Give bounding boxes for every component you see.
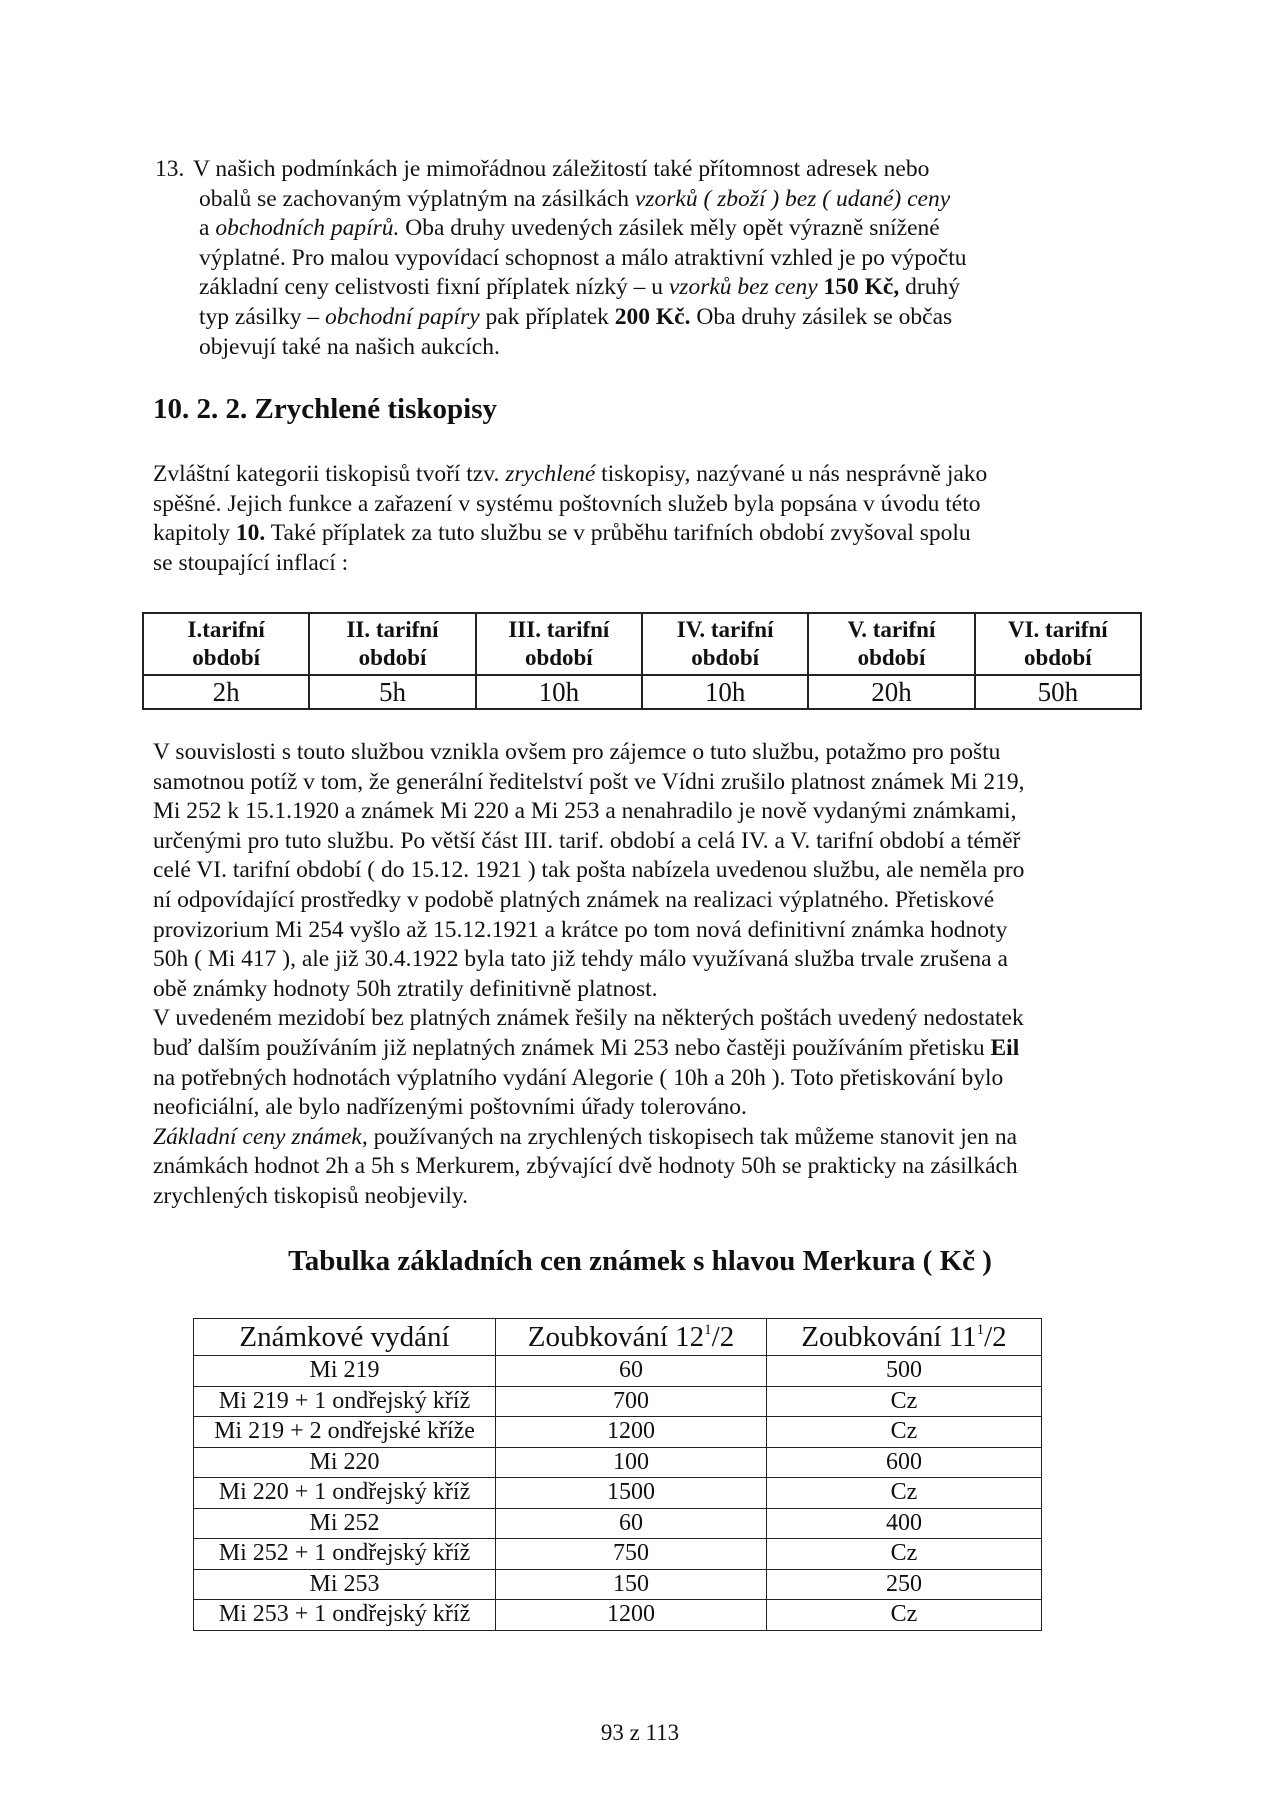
table-cell: 60	[496, 1508, 767, 1539]
price-table-header-row	[194, 1319, 1042, 1356]
table-row	[194, 1386, 1042, 1417]
section-heading: 10. 2. 2. Zrychlené tiskopisy	[153, 393, 497, 425]
text-line	[155, 303, 1075, 333]
tariff-value-cell: 50h	[975, 675, 1141, 709]
text-run: vzorků bez ceny	[668, 274, 818, 301]
table-cell: Mi 219 + 1 ondřejský kříž	[194, 1386, 496, 1417]
table-cell: Cz	[767, 1600, 1042, 1631]
price-table-header: Známkové vydání	[194, 1319, 496, 1356]
text-line	[153, 856, 1133, 886]
table-cell: Mi 220	[194, 1447, 496, 1478]
text-run: známkách hodnot 2h a 5h s Merkurem, zbývající dvě hodnoty 50h se prakticky na zásilkách	[153, 1153, 1018, 1180]
text-run: Eil	[990, 1034, 1020, 1061]
text-run: Také příplatek za tuto službu se v průběhu tarifních období zvyšoval spolu	[265, 520, 971, 547]
text-line	[153, 1152, 1133, 1182]
table-row	[194, 1600, 1042, 1631]
text-line	[153, 797, 1133, 827]
text-run: výplatné. Pro malou vypovídací schopnost a málo atraktivní vzhled je po výpočtu	[199, 244, 967, 271]
text-line	[155, 333, 1075, 363]
tariff-header-cell	[476, 613, 642, 675]
text-run: Oba druhy uvedených zásilek měly opět výrazně snížené	[399, 215, 940, 242]
table-row	[194, 1508, 1042, 1539]
text-run: a	[199, 215, 216, 242]
text-run: Mi 252 k 15.1.1920 a známek Mi 220 a Mi 253 a nenahradilo je nově vydanými známkami,	[153, 798, 1017, 825]
tariff-header-cell	[309, 613, 475, 675]
text-run: neoficiální, ale bylo nadřízenými poštovními úřady tolerováno.	[153, 1094, 747, 1121]
text-line	[153, 827, 1133, 857]
text-run: 200 Kč.	[614, 303, 691, 330]
text-run: obě známky hodnoty 50h ztratily definitivně platnost.	[153, 975, 658, 1002]
price-table-header: Zoubkování $11^1/2$	[767, 1319, 1042, 1356]
text-run: V uvedeném mezidobí bez platných známek řešily na některých poštách uvedený nedostatek	[153, 1005, 1024, 1032]
text-run: druhý	[899, 274, 960, 301]
text-run: se stoupající inflací :	[153, 549, 349, 576]
table-cell: 1500	[496, 1478, 767, 1509]
text-run: určenými pro tuto službu. Po větší část III. tarif. období a celá IV. a V. tarifní období a téměř	[153, 827, 1021, 854]
table-cell: Cz	[767, 1478, 1042, 1509]
table-row	[194, 1417, 1042, 1448]
tariff-header-row	[143, 613, 1141, 675]
text-run: Oba druhy zásilek se občas	[690, 303, 953, 330]
text-line	[153, 916, 1133, 946]
text-line	[155, 273, 1075, 303]
table-cell: Mi 219 + 2 ondřejské kříže	[194, 1417, 496, 1448]
text-run: obalů se zachovaným výplatným na zásilkách	[199, 185, 635, 212]
text-run: objevují také na našich aukcích.	[199, 333, 500, 360]
price-table-title: Tabulka základních cen známek s hlavou Merkura ( Kč )	[288, 1245, 992, 1277]
tariff-header-text: II. tarifní	[346, 617, 439, 642]
table-cell: Cz	[767, 1417, 1042, 1448]
table-cell: Mi 220 + 1 ondřejský kříž	[194, 1478, 496, 1509]
text-run: používaných na zrychlených tiskopisech tak můžeme stanovit jen na	[367, 1123, 1018, 1150]
intro-paragraph	[153, 460, 1113, 578]
text-run: V souvislosti s touto službou vznikla ovšem pro zájemce o tuto službu, potažmo pro poštu	[153, 739, 1001, 765]
text-line	[153, 490, 1113, 520]
table-cell: 60	[496, 1356, 767, 1387]
tariff-header-text: období	[691, 645, 760, 670]
table-row	[194, 1356, 1042, 1387]
text-run: buď dalším používáním již neplatných známek Mi 253 nebo častěji používáním přetisku	[153, 1034, 991, 1061]
text-line	[153, 460, 1113, 490]
text-line	[153, 519, 1113, 549]
text-run: celé VI. tarifní období ( do 15.12. 1921 ) tak pošta nabízela uvedenou službu, ale neměla pro	[153, 857, 1025, 884]
text-line	[153, 886, 1133, 916]
page-number: 93 z 113	[600, 1720, 680, 1745]
tariff-value-cell: 20h	[808, 675, 974, 709]
text-line	[153, 975, 1133, 1005]
text-line	[153, 549, 1113, 579]
text-line	[153, 945, 1133, 975]
text-line	[153, 768, 1133, 798]
tariff-header-text: období	[857, 645, 926, 670]
text-run: na potřebných hodnotách výplatního vydání Alegorie ( 10h a 20h ). Toto přetiskování bylo	[153, 1064, 1004, 1091]
text-line	[153, 1064, 1133, 1094]
table-row	[194, 1478, 1042, 1509]
text-line	[153, 1093, 1133, 1123]
table-cell: 1200	[496, 1600, 767, 1631]
text-run: vzorků ( zboží ) bez ( udané) ceny	[634, 185, 951, 212]
text-run: kapitoly	[153, 520, 236, 547]
table-cell: 600	[767, 1447, 1042, 1478]
text-line	[153, 1123, 1133, 1153]
text-run: obchodních papírů.	[215, 215, 400, 242]
text-run: ní odpovídající prostředky v podobě platných známek na realizaci výplatného. Přetiskové	[153, 886, 995, 913]
tariff-header-text: období	[524, 645, 593, 670]
text-run: pak příplatek	[479, 303, 615, 330]
list-number: 13.	[155, 156, 185, 182]
text-run: 50h ( Mi 417 ), ale již 30.4.1922 byla tato již tehdy málo využívaná služba trvale zrušena a	[153, 946, 1008, 973]
text-line	[153, 738, 1133, 768]
text-run: zrychlené	[505, 461, 596, 487]
table-cell: Mi 253 + 1 ondřejský kříž	[194, 1600, 496, 1631]
table-cell: 250	[767, 1569, 1042, 1600]
table-cell: 750	[496, 1539, 767, 1570]
text-line	[155, 185, 1075, 215]
table-cell: Mi 253	[194, 1569, 496, 1600]
price-table-header: Zoubkování $12^1/2$	[496, 1319, 767, 1356]
text-line	[155, 214, 1075, 244]
text-run: zrychlených tiskopisů neobjevily.	[153, 1182, 469, 1209]
text-run: samotnou potíž v tom, že generální ředitelství pošt ve Vídni zrušilo platnost známek Mi 219,	[153, 768, 1025, 795]
tariff-table	[142, 612, 1142, 710]
table-cell: Cz	[767, 1539, 1042, 1570]
tariff-header-text: III. tarifní	[508, 617, 610, 642]
table-cell: Mi 252 + 1 ondřejský kříž	[194, 1539, 496, 1570]
text-run: provizorium Mi 254 vyšlo až 15.12.1921 a krátce po tom nová definitivní známka hodnoty	[153, 916, 1008, 943]
text-run: Zvláštní kategorii tiskopisů tvoří tzv.	[153, 461, 506, 487]
table-cell: 100	[496, 1447, 767, 1478]
table-cell: 1200	[496, 1417, 767, 1448]
tariff-header-text: IV. tarifní	[676, 617, 774, 642]
tariff-header-cell	[143, 613, 309, 675]
text-run: 150 Kč,	[823, 274, 900, 301]
tariff-header-text: období	[358, 645, 427, 670]
text-line	[155, 244, 1075, 274]
main-paragraph	[153, 738, 1133, 1212]
tariff-header-text: V. tarifní	[847, 617, 936, 642]
table-row	[194, 1447, 1042, 1478]
text-run: tiskopisy, nazývané u nás nesprávně jako	[595, 461, 988, 487]
tariff-value-cell: 2h	[143, 675, 309, 709]
text-line	[153, 1004, 1133, 1034]
text-line	[153, 1034, 1133, 1064]
table-cell: 400	[767, 1508, 1042, 1539]
text-run: typ zásilky –	[199, 303, 325, 330]
tariff-header-cell	[975, 613, 1141, 675]
table-row	[194, 1539, 1042, 1570]
table-cell: Cz	[767, 1386, 1042, 1417]
tariff-value-cell: 5h	[309, 675, 475, 709]
price-table	[193, 1318, 1042, 1631]
text-run: spěšné. Jejich funkce a zařazení v systému poštovních služeb byla popsána v úvodu této	[153, 490, 981, 517]
tariff-header-text: období	[192, 645, 261, 670]
tariff-header-text: VI. tarifní	[1007, 617, 1108, 642]
list-item-13	[155, 155, 1075, 362]
text-run: obchodní papíry	[324, 303, 480, 330]
table-cell: Mi 252	[194, 1508, 496, 1539]
table-cell: 700	[496, 1386, 767, 1417]
tariff-header-cell	[808, 613, 974, 675]
table-cell: 150	[496, 1569, 767, 1600]
tariff-value-cell: 10h	[476, 675, 642, 709]
text-run: základní ceny celistvosti fixní příplatek nízký – u	[199, 274, 669, 301]
text-run: 10.	[235, 520, 266, 547]
table-cell: 500	[767, 1356, 1042, 1387]
table-cell: Mi 219	[194, 1356, 496, 1387]
text-line	[155, 155, 1075, 185]
text-line	[153, 1182, 1133, 1212]
table-row	[194, 1569, 1042, 1600]
tariff-value-row	[143, 675, 1141, 709]
tariff-header-text: období	[1023, 645, 1092, 670]
tariff-header-text: I.tarifní	[187, 617, 265, 642]
tariff-value-cell: 10h	[642, 675, 808, 709]
tariff-header-cell	[642, 613, 808, 675]
text-run: Základní ceny známek,	[153, 1123, 368, 1150]
text-run: V našich podmínkách je mimořádnou záležitostí také přítomnost adresek nebo	[193, 156, 930, 182]
